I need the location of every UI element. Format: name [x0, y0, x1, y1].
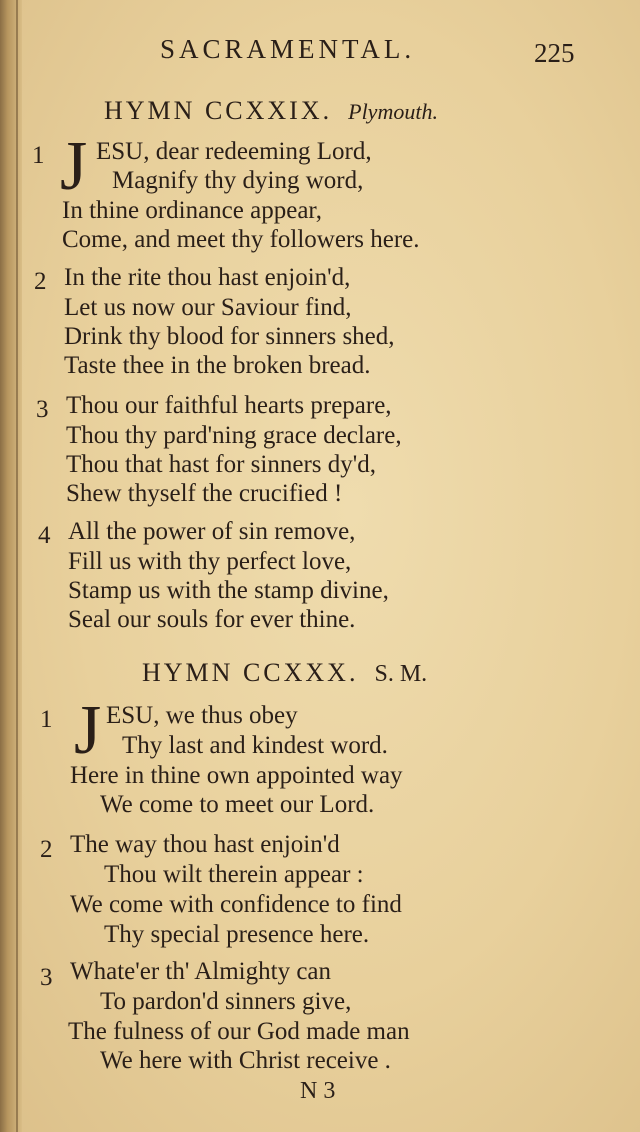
verse-line: Shew thyself the crucified ! — [66, 480, 343, 507]
verse-line: Drink thy blood for sinners shed, — [64, 323, 395, 350]
verse-line: Here in thine own appointed way — [70, 762, 403, 789]
verse-line: Taste thee in the broken bread. — [64, 352, 371, 379]
page-gutter — [0, 0, 22, 1132]
verse-line: Thy special presence here. — [104, 921, 370, 948]
verse-line: Whate'er th' Almighty can — [70, 958, 332, 985]
verse-line: In thine ordinance appear, — [62, 197, 322, 224]
verse-number: 2 — [34, 268, 47, 295]
hymn-number-title: HYMN CCXXIX. — [104, 96, 333, 125]
verse-line: Magnify thy dying word, — [112, 167, 364, 194]
verse-line: Stamp us with the stamp divine, — [68, 577, 389, 604]
hymn-title — [104, 96, 438, 126]
hymn-tune: S. M. — [374, 661, 428, 687]
verse-line: Thou that hast for sinners dy'd, — [66, 451, 377, 478]
hymn-number-title: HYMN CCXXX. — [142, 658, 359, 687]
verse-number: 2 — [40, 836, 53, 863]
verse-line: In the rite thou hast enjoin'd, — [64, 264, 351, 291]
verse-line: Come, and meet thy followers here. — [62, 226, 420, 253]
verse-number: 3 — [36, 396, 49, 423]
verse-line: The fulness of our God made man — [68, 1018, 410, 1045]
verse-line: Thy last and kindest word. — [122, 732, 388, 759]
drop-cap: J — [74, 692, 102, 769]
verse-line: Thou our faithful hearts prepare, — [66, 392, 392, 419]
verse-line: ESU, we thus obey — [106, 702, 298, 729]
catchword: N 3 — [300, 1078, 336, 1104]
verse-line: Thou wilt therein appear : — [104, 861, 364, 888]
verse-number: 1 — [32, 142, 45, 169]
hymn-tune: Plymouth. — [348, 99, 438, 124]
verse-line: Let us now our Saviour find, — [64, 294, 352, 321]
verse-line: Fill us with thy perfect love, — [68, 548, 352, 575]
verse-line: We here with Christ receive . — [100, 1047, 391, 1074]
verse-line: The way thou hast enjoin'd — [70, 831, 340, 858]
verse-number: 3 — [40, 964, 53, 991]
gutter-line — [16, 0, 18, 1132]
drop-cap: J — [60, 128, 88, 205]
verse-number: 4 — [38, 522, 51, 549]
verse-line: We come to meet our Lord. — [100, 791, 375, 818]
verse-line: Thou thy pard'ning grace declare, — [66, 422, 402, 449]
running-header: SACRAMENTAL. — [160, 34, 416, 64]
page-number: 225 — [534, 38, 575, 68]
verse-line: To pardon'd sinners give, — [100, 988, 352, 1015]
verse-line: All the power of sin remove, — [68, 518, 356, 545]
verse-line: ESU, dear redeeming Lord, — [96, 138, 372, 165]
verse-line: Seal our souls for ever thine. — [68, 606, 356, 633]
hymn-title — [142, 658, 427, 688]
verse-number: 1 — [40, 706, 53, 733]
verse-line: We come with confidence to find — [70, 891, 402, 918]
